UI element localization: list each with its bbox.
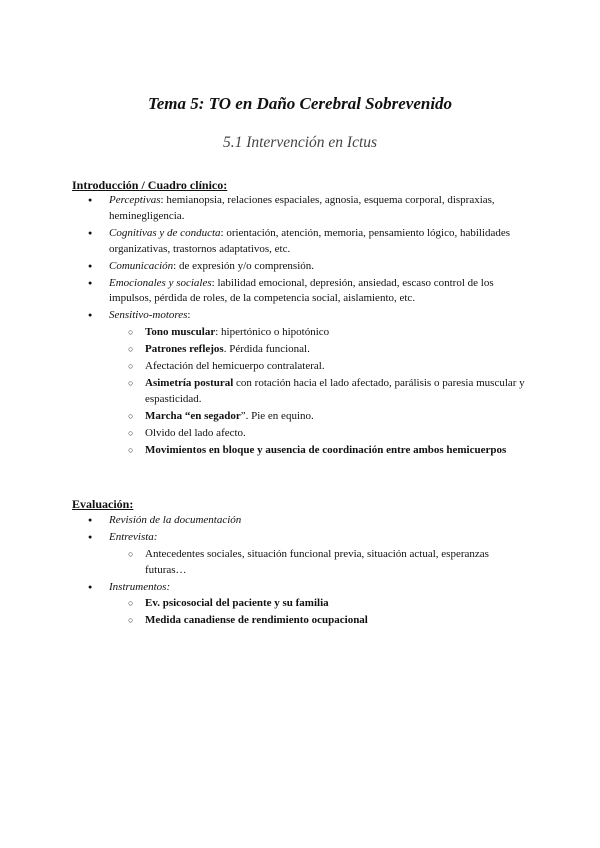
motor-sublist [145,325,529,459]
sublist-item [145,342,529,358]
item-label: Entrevista: [109,530,158,543]
item-bold: Tono muscular [145,326,216,339]
item-bold: Ev. psicosocial del paciente y su familia [145,597,329,610]
item-bold: Medida canadiense de rendimiento ocupacional [145,614,368,627]
item-text: . Pérdida funcional. [223,343,310,356]
sublist-item [145,443,529,459]
item-text: con rotación hacia el lado afectado, parálisis o paresia muscular y espasticidad. [145,377,525,405]
list-item [109,226,529,258]
interview-sublist [145,547,529,579]
item-text: : hipertónico o hipotónico [215,326,330,339]
item-bold: Marcha “en segador [145,409,241,422]
item-text: : [187,309,191,322]
instruments-sublist [145,596,529,629]
item-label: Perceptivas [109,194,161,206]
list-item [109,530,529,578]
intro-heading: Introducción / Cuadro clínico: [72,178,228,192]
item-bold: Patrones reflejos [145,343,224,356]
list-item [109,193,529,225]
item-text: : hemianopsia, relaciones espaciales, agnosia, esquema corporal, dispraxias, heminegligencia. [109,194,495,222]
sublist-item [145,426,529,442]
sublist-item [145,325,529,341]
sublist-item [145,359,529,375]
intro-list [109,193,529,460]
list-item [109,259,529,275]
sublist-item [145,376,529,408]
page-title: Tema 5: TO en Daño Cerebral Sobrevenido [147,94,453,113]
item-text: Afectación del hemicuerpo contralateral. [145,360,325,373]
item-bold: Asimetría postural [145,377,234,390]
evaluation-list [109,513,529,630]
item-text: Antecedentes sociales, situación funcional previa, situación actual, esperanzas futuras… [145,547,489,576]
list-item [109,580,529,630]
item-text: : labilidad emocional, depresión, ansiedad, escaso control de los impulsos, pérdida de roles, de la competencia social, aislamiento, etc. [109,276,494,305]
item-text: : orientación, atención, memoria, pensamiento lógico, habilidades organizativas, trastornos adaptativos, etc. [109,226,511,255]
page-subtitle: 5.1 Intervención en Ictus [222,134,378,151]
item-label: Emocionales y sociales [109,276,212,289]
item-label: Instrumentos: [109,580,171,593]
sublist-item [145,596,529,612]
sublist-item [145,409,529,425]
item-label: Cognitivas y de conducta [109,226,221,239]
item-label: Sensitivo-motores [109,309,188,322]
sublist-item [145,547,529,579]
list-item [109,276,529,308]
list-item [109,513,529,529]
item-text: Olvido del lado afecto. [145,426,246,439]
item-text: : de expresión y/o comprensión. [173,259,315,272]
list-item [109,308,529,458]
evaluation-heading: Evaluación: [72,497,134,511]
item-bold: Movimientos en bloque y ausencia de coordinación entre ambos hemicuerpos [145,443,507,456]
item-text: ”. Pie en equino. [240,409,314,422]
sublist-item [145,613,529,629]
item-label: Comunicación [109,259,174,272]
item-label: Revisión de la documentación [109,514,242,526]
